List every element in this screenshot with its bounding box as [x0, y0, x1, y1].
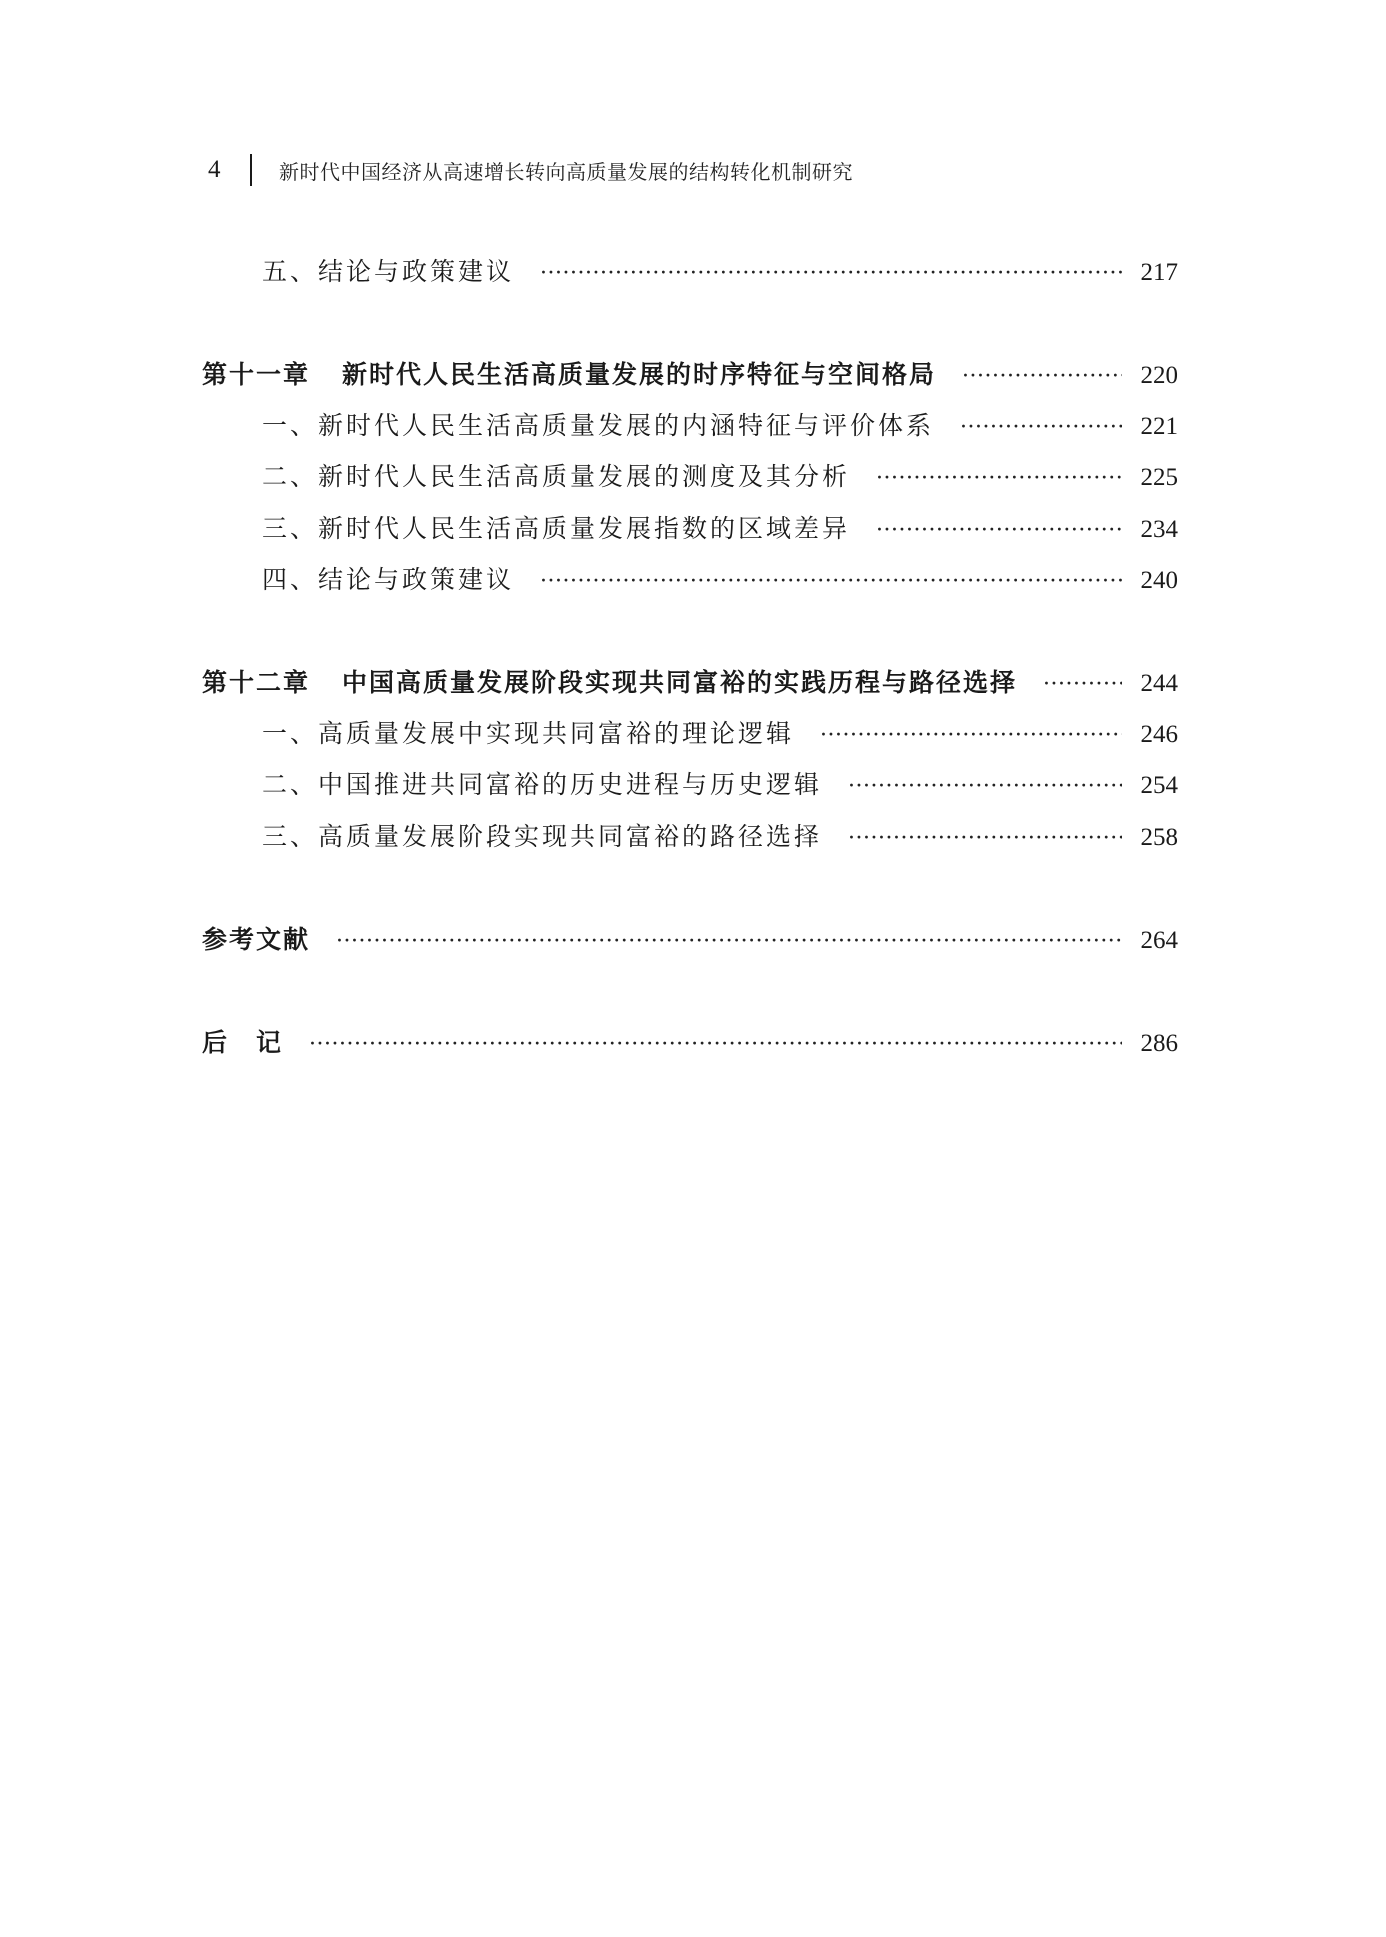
toc-entry[interactable] [262, 509, 1178, 549]
toc-entry-page: 246 [1140, 721, 1178, 748]
toc-chapter-entry[interactable] [202, 663, 1178, 703]
toc-entry-page: 254 [1140, 772, 1178, 799]
toc-entry[interactable] [262, 457, 1178, 497]
toc-chapter-title: 后 记 [202, 1028, 284, 1057]
dot-leader [960, 415, 1122, 440]
dot-leader [1043, 672, 1122, 697]
toc-entry-title: 一、高质量发展中实现共同富裕的理论逻辑 [262, 719, 795, 748]
chapter-number: 第十一章 [202, 360, 311, 389]
toc-entry-title: 五、结论与政策建议 [262, 257, 515, 286]
toc-entry-page: 217 [1140, 259, 1178, 286]
dot-leader [540, 569, 1122, 594]
toc-entry-page: 244 [1140, 670, 1178, 697]
dot-leader [309, 1032, 1122, 1057]
dot-leader [336, 929, 1122, 954]
toc-chapter-entry[interactable] [202, 355, 1178, 395]
toc-entry-title: 二、中国推进共同富裕的历史进程与历史逻辑 [262, 770, 823, 799]
toc-entry-page: 220 [1140, 362, 1178, 389]
dot-leader [876, 518, 1122, 543]
book-title: 新时代中国经济从高速增长转向高质量发展的结构转化机制研究 [279, 159, 853, 184]
chapter-number: 第十二章 [202, 668, 311, 697]
toc-references-entry[interactable] [202, 920, 1178, 960]
toc-entry[interactable] [262, 406, 1178, 446]
toc-entry-title: 一、新时代人民生活高质量发展的内涵特征与评价体系 [262, 411, 935, 440]
toc-entry[interactable] [262, 817, 1178, 857]
toc-entry-page: 264 [1140, 927, 1178, 954]
dot-leader [820, 723, 1122, 748]
header-divider [250, 154, 252, 186]
toc-entry-title: 二、新时代人民生活高质量发展的测度及其分析 [262, 462, 851, 491]
dot-leader [540, 261, 1122, 286]
page-number: 4 [208, 156, 221, 183]
toc-entry[interactable] [262, 765, 1178, 805]
toc-entry-title: 三、高质量发展阶段实现共同富裕的路径选择 [262, 822, 823, 851]
toc-entry[interactable] [262, 560, 1178, 600]
toc-entry-title: 四、结论与政策建议 [262, 565, 515, 594]
toc-entry[interactable] [262, 252, 1178, 292]
toc-afterword-entry[interactable] [202, 1023, 1178, 1063]
dot-leader [876, 466, 1122, 491]
toc-entry-title: 三、新时代人民生活高质量发展指数的区域差异 [262, 514, 851, 543]
dot-leader [962, 364, 1122, 389]
toc-entry-page: 234 [1140, 516, 1178, 543]
toc-entry[interactable] [262, 714, 1178, 754]
dot-leader [848, 774, 1122, 799]
running-header [208, 150, 853, 190]
toc-entry-page: 225 [1140, 464, 1178, 491]
toc-entry-page: 258 [1140, 824, 1178, 851]
toc-entry-page: 221 [1140, 413, 1178, 440]
toc-chapter-title: 新时代人民生活高质量发展的时序特征与空间格局 [342, 360, 937, 389]
toc-chapter-title: 中国高质量发展阶段实现共同富裕的实践历程与路径选择 [342, 668, 1018, 697]
toc-chapter-title: 参考文献 [202, 925, 311, 954]
toc-entry-page: 240 [1140, 567, 1178, 594]
toc-entry-page: 286 [1140, 1030, 1178, 1057]
dot-leader [848, 826, 1122, 851]
